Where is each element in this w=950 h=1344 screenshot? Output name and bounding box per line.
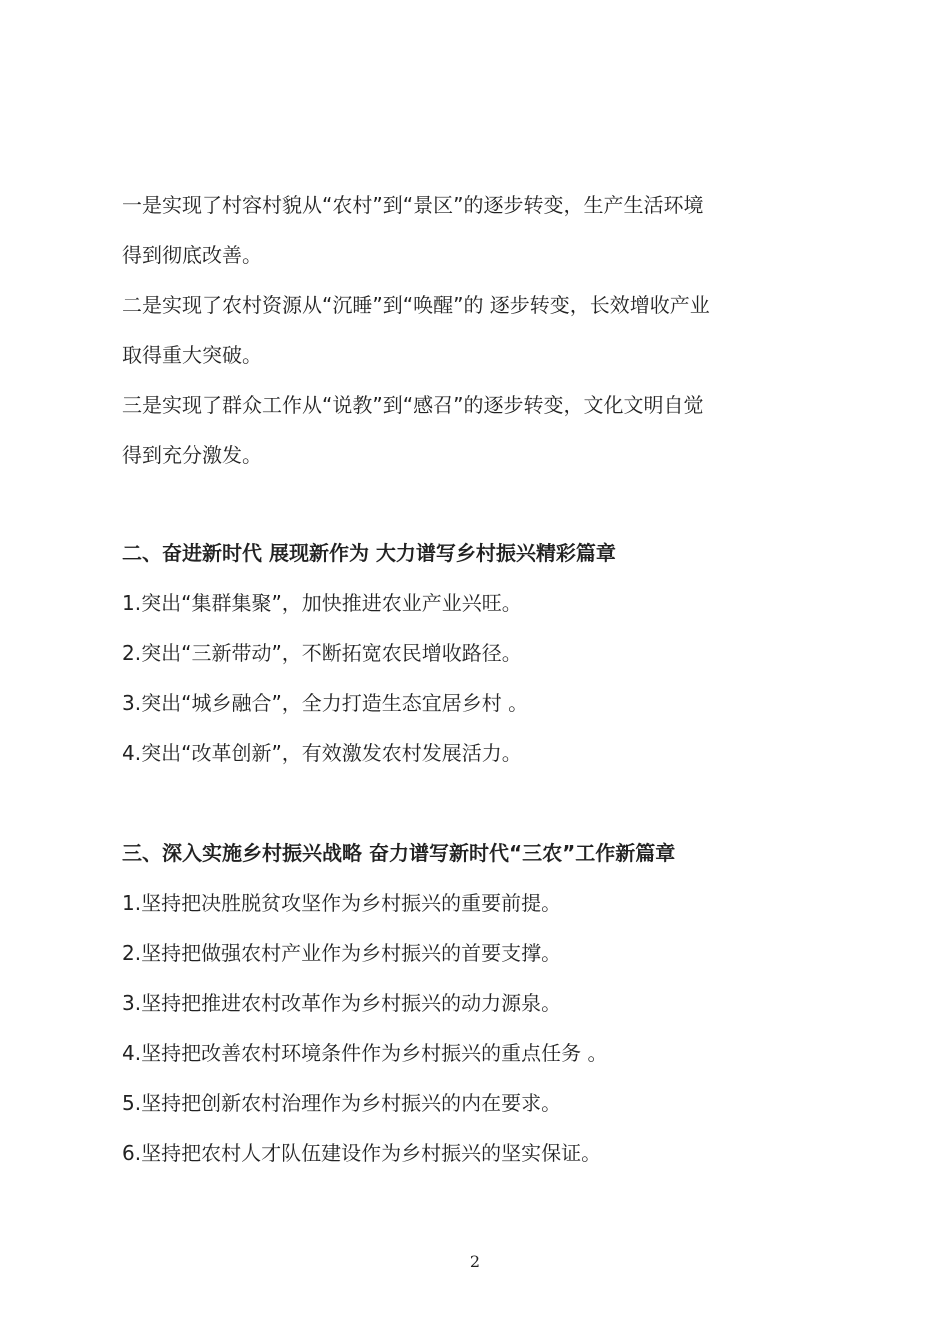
intro-line: 得到彻底改善。 [122,243,262,267]
list-item: 4.坚持把改善农村环境条件作为乡村振兴的重点任务 。 [122,1041,608,1065]
list-item: 6.坚持把农村人才队伍建设作为乡村振兴的坚实保证。 [122,1141,602,1165]
list-item: 5.坚持把创新农村治理作为乡村振兴的内在要求。 [122,1091,562,1115]
list-item: 3.突出“城乡融合”，全力打造生态宜居乡村 。 [122,691,529,715]
list-item: 2.坚持把做强农村产业作为乡村振兴的首要支撑。 [122,941,562,965]
list-item: 4.突出“改革创新”，有效激发农村发展活力。 [122,741,522,765]
intro-line: 三是实现了群众工作从“说教”到“感召”的逐步转变，文化文明自觉 [122,393,704,417]
section-three [122,828,842,1178]
intro-line: 得到充分激发。 [122,443,262,467]
section-two-heading: 二、奋进新时代 展现新作为 大力谱写乡村振兴精彩篇章 [122,541,616,565]
list-item: 3.坚持把推进农村改革作为乡村振兴的动力源泉。 [122,991,562,1015]
intro-paragraphs [122,180,842,480]
list-item: 1.突出“集群集聚”，加快推进农业产业兴旺。 [122,591,522,615]
list-item: 1.坚持把决胜脱贫攻坚作为乡村振兴的重要前提。 [122,891,562,915]
intro-line: 一是实现了村容村貌从“农村”到“景区”的逐步转变，生产生活环境 [122,193,704,217]
intro-line: 取得重大突破。 [122,343,262,367]
intro-line: 二是实现了农村资源从“沉睡”到“唤醒”的 逐步转变，长效增收产业 [122,293,710,317]
section-two [122,528,842,778]
list-item: 2.突出“三新带动”，不断拓宽农民增收路径。 [122,641,522,665]
page-number: 2 [469,1252,481,1271]
section-three-heading: 三、深入实施乡村振兴战略 奋力谱写新时代“三农”工作新篇章 [122,841,676,865]
